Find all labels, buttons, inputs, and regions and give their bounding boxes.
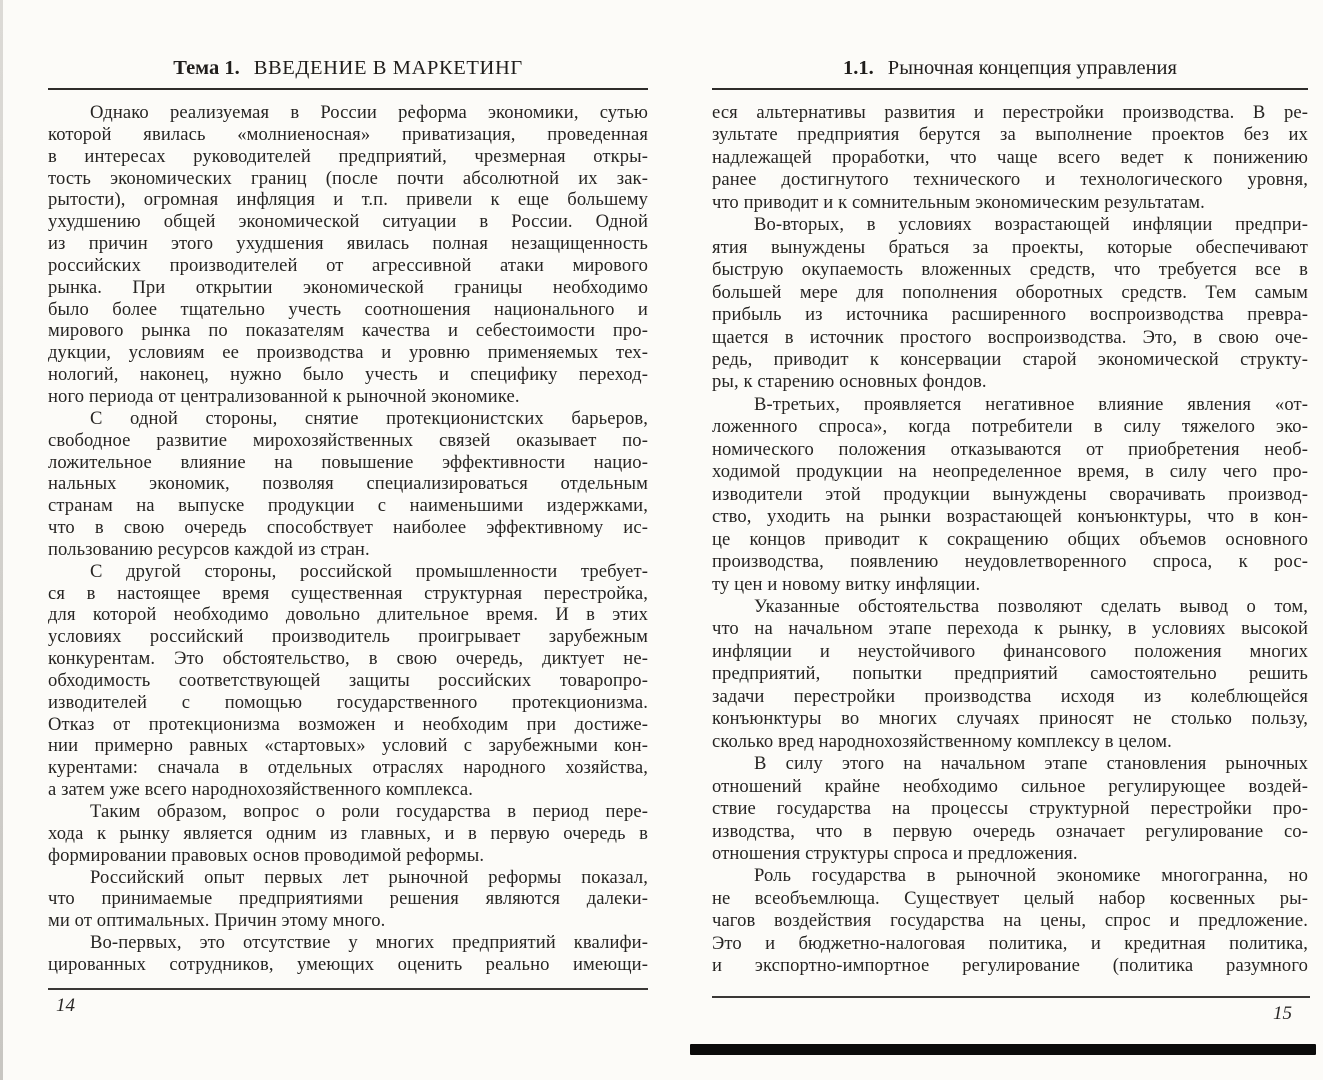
- text-line: свободное развитие мирохозяйственных связей оказывает по-: [48, 429, 648, 451]
- text-line: изводителей с помощью государственного протекционизма.: [48, 691, 648, 713]
- text-line: Российский опыт первых лет рыночной реформы показал,: [90, 866, 648, 888]
- text-line: ранее достигнутого технического и технологического уровня,: [712, 169, 1308, 191]
- right-page: [712, 57, 1308, 978]
- text-line: нальных экономик, позволяя специализироваться отдельным: [48, 473, 648, 495]
- text-line: цированных сотрудников, умеющих оценить реально имеющи-: [48, 953, 648, 975]
- text-line: ходимой продукции на неопределенное время, в силу чего про-: [712, 461, 1308, 483]
- text-line: а затем уже всего народнохозяйственного комплекса.: [48, 779, 473, 801]
- text-line: не всеобъемлюща. Существует целый набор косвенных ры-: [712, 887, 1308, 909]
- page-text: [712, 102, 1308, 978]
- text-line: ту цен и новому витку инфляции.: [712, 573, 981, 595]
- text-line: Таким образом, вопрос о роли государства в период пере-: [90, 801, 648, 822]
- section-header: [712, 57, 1308, 88]
- text-line: ного периода от централизованной к рыночной экономике.: [48, 385, 520, 407]
- text-line: ухудшению общей экономической ситуации в России. Одной: [48, 211, 648, 233]
- text-line: условиях российский производитель проигрывает зарубежным: [48, 626, 648, 648]
- text-line: в интересах руководителей предприятий, чрезмерная откры-: [48, 145, 648, 167]
- section-title: Рыночная концепция управления: [887, 57, 1177, 79]
- text-line: мирового рынка по показателям качества и себестоимости про-: [48, 320, 648, 342]
- text-line: Отказ от протекционизма возможен и необходим при достиже-: [48, 713, 648, 735]
- text-line: зультате предприятия берутся за выполнение проектов без их: [712, 124, 1308, 146]
- text-line: нии примерно равных «стартовых» условий с зарубежными кон-: [48, 735, 648, 757]
- chapter-title: ВВЕДЕНИЕ В МАРКЕТИНГ: [253, 57, 523, 79]
- text-line: ствие государства на процессы структурной перестройки про-: [712, 798, 1308, 820]
- text-line: ство, уходить на рынки возрастающей конъюнктуры, что в кон-: [712, 506, 1308, 528]
- text-line: рынка. При открытии экономической границы необходимо: [48, 276, 648, 298]
- text-line: Однако реализуемая в России реформа экономики, сутью: [90, 102, 648, 123]
- left-page: [48, 57, 648, 976]
- chapter-header: [48, 57, 648, 88]
- text-line: чагов воздействия государства на цены, спрос и предложение.: [712, 910, 1308, 932]
- text-line: пользованию ресурсов каждой из стран.: [48, 538, 370, 560]
- chapter-number: Тема 1.: [173, 57, 240, 79]
- text-line: тость экономических границ (после почти абсолютной их зак-: [48, 167, 648, 189]
- text-line: Указанные обстоятельства позволяют сделать вывод о том,: [754, 595, 1308, 617]
- text-line: было более тщательно учесть соотношения национального и: [48, 298, 648, 320]
- text-line: еся альтернативы развития и перестройки производства. В ре-: [712, 102, 1308, 123]
- text-line: из причин этого ухудшения явилась полная незащищенность: [48, 233, 648, 255]
- text-line: ятия вынуждены браться за проекты, которые обеспечивают: [712, 236, 1308, 258]
- text-line: це концов приводит к сокращению общих объемов основного: [712, 528, 1308, 550]
- text-line: ся в настоящее время существенная структурная перестройка,: [48, 582, 648, 604]
- text-line: прибыль из источника расширенного воспроизводства превра-: [712, 304, 1308, 326]
- text-line: В силу этого на начальном этапе становления рыночных: [754, 753, 1308, 775]
- page-number: 14: [56, 995, 75, 1016]
- text-line: ми от оптимальных. Причин этому много.: [48, 910, 386, 932]
- text-line: которой явилась «молниеносная» приватизация, проведенная: [48, 123, 648, 145]
- text-line: формировании правовых основ проводимой реформы.: [48, 844, 485, 866]
- text-line: конкурентам. Это обстоятельство, в свою очередь, диктует не-: [48, 648, 648, 670]
- text-line: С другой стороны, российской промышленности требует-: [90, 560, 648, 582]
- text-line: изводители этой продукции вынуждены сворачивать производ-: [712, 483, 1308, 505]
- section-number: 1.1.: [843, 57, 874, 79]
- text-line: ры, к старению основных фондов.: [712, 371, 987, 393]
- text-line: что в свою очередь способствует наиболее эффективному ис-: [48, 517, 648, 539]
- text-line: С одной стороны, снятие протекционистских барьеров,: [90, 407, 648, 429]
- text-line: быструю окупаемость вложенных средств, что требуется все в: [712, 259, 1308, 281]
- text-line: большей мере для пополнения оборотных средств. Тем самым: [712, 281, 1308, 303]
- text-line: что приводит и к сомнительным экономическим результатам.: [712, 191, 1205, 213]
- text-line: инфляции и неустойчивого финансового положения многих: [712, 640, 1308, 662]
- scan-edge-artifact: [0, 0, 3, 1080]
- page-number: 15: [1273, 1003, 1292, 1024]
- text-line: странам на выпуске продукции с наименьшими издержками,: [48, 495, 648, 517]
- scan-bottom-bar-artifact: [690, 1044, 1316, 1055]
- text-line: дукции, условиям ее производства и уровню применяемых тех-: [48, 342, 648, 364]
- text-line: надлежащей проработки, что чаще всего ведет к понижению: [712, 146, 1308, 168]
- text-line: изводства, что в первую очередь означает регулирование со-: [712, 820, 1308, 842]
- text-line: предприятий, попытки предприятий самостоятельно решить: [712, 663, 1308, 685]
- text-line: Во-вторых, в условиях возрастающей инфляции предпри-: [754, 214, 1308, 236]
- text-line: нологий, наконец, нужно было учесть и специфику переход-: [48, 364, 648, 386]
- text-line: для которой необходимо довольно длительное время. И в этих: [48, 604, 648, 626]
- text-line: В-третьих, проявляется негативное влияние явления «от-: [754, 393, 1308, 415]
- page-text: [48, 102, 648, 976]
- header-rule: [48, 88, 648, 90]
- text-line: задачи перестройки производства исходя из колеблющейся: [712, 685, 1308, 707]
- text-line: обходимость соответствующей защиты российских товаропро-: [48, 669, 648, 691]
- text-line: номического положения отказываются от приобретения необ-: [712, 438, 1308, 460]
- text-line: щается в источник простого воспроизводства. Это, в свою оче-: [712, 326, 1308, 348]
- text-line: конъюнктуры во многих случаях приносят не столько пользу,: [712, 708, 1308, 730]
- text-line: рытости), огромная инфляция и т.п. привели к еще большему: [48, 189, 648, 211]
- header-rule: [712, 88, 1308, 90]
- text-line: Во-первых, это отсутствие у многих предприятий квалифи-: [90, 932, 648, 954]
- left-page-footer: [48, 988, 648, 1017]
- text-line: отношения структуры спроса и предложения.: [712, 842, 1078, 864]
- right-page-footer: [712, 996, 1310, 1025]
- text-line: сколько вред народнохозяйственному комплексу в целом.: [712, 730, 1172, 752]
- text-line: ложенного спроса», когда потребители в силу тяжелого эко-: [712, 416, 1308, 438]
- text-line: производства, появлению неудовлетворенного спроса, к рос-: [712, 551, 1308, 573]
- text-line: ложительное влияние на повышение эффективности нацио-: [48, 451, 648, 473]
- text-line: российских производителей от агрессивной атаки мирового: [48, 254, 648, 276]
- text-line: что принимаемые предприятиями решения являются далеки-: [48, 888, 648, 910]
- text-line: хода к рынку является одним из главных, и в первую очередь в: [48, 822, 648, 844]
- text-line: редь, приводит к консервации старой экономической структу-: [712, 348, 1308, 370]
- text-line: Это и бюджетно-налоговая политика, и кредитная политика,: [712, 932, 1308, 954]
- text-line: что на начальном этапе перехода к рынку, в условиях высокой: [712, 618, 1308, 640]
- text-line: Роль государства в рыночной экономике многогранна, но: [754, 865, 1308, 887]
- text-line: отношений крайне необходимо сильное регулирующее воздей-: [712, 775, 1308, 797]
- text-line: и экспортно-импортное регулирование (политика разумного: [712, 955, 1308, 977]
- text-line: курентами: сначала в отдельных отраслях народного хозяйства,: [48, 757, 648, 779]
